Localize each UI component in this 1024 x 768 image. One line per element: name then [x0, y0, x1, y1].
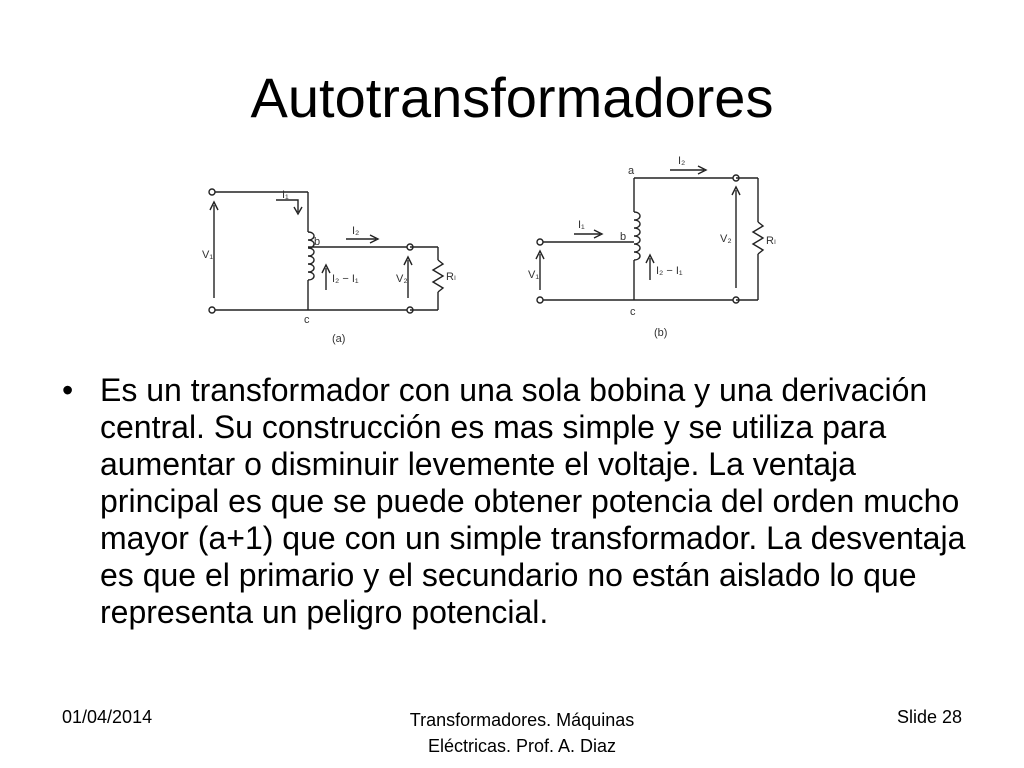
label-b-V1: V₁ — [528, 269, 540, 281]
footer-course-info — [322, 707, 722, 759]
label-a-I1: I₁ — [282, 189, 289, 201]
footer-slide-number: Slide 28 — [896, 707, 962, 727]
bullet-dot: • — [62, 372, 74, 408]
label-b-I1: I₁ — [578, 219, 585, 231]
caption-a: (a) — [332, 333, 346, 345]
footer-center-line2: Eléctricas. Prof. A. Diaz — [427, 736, 617, 756]
bullet-text: Es un transformador con una sola bobina y una derivación central. Su construcción es mas simple y se utiliza para aumentar o disminuir levemente el voltaje. La ventaja principal es que se puede obtener potencia del orden mucho mayor (a+1) que con un simple transformador. La desventaja es que el primario y el secundario no están aislado lo que representa un peligro potencial. — [100, 372, 966, 630]
label-b-I2: I₂ — [678, 155, 686, 167]
label-a-I2: I₂ — [352, 225, 360, 237]
label-a-RL: Rₗ — [446, 271, 456, 283]
label-a-V2: V₂ — [396, 273, 408, 285]
caption-b: (b) — [654, 327, 668, 339]
label-a-I2-minus-I1: I₂ − I₁ — [332, 273, 359, 285]
circuit-b-labels — [528, 155, 776, 339]
label-b-V2: V₂ — [720, 233, 732, 245]
label-b-RL: Rₗ — [766, 235, 776, 247]
circuit-diagram-svg — [180, 150, 800, 360]
slide-title: Autotransformadores — [250, 66, 774, 129]
circuit-a-labels — [202, 189, 456, 345]
label-b-b: b — [620, 231, 627, 243]
autotransformer-circuit-diagrams — [180, 150, 800, 360]
footer-center-line1: Transformadores. Máquinas — [409, 710, 635, 730]
label-b-I2-minus-I1: I₂ − I₁ — [656, 265, 683, 277]
label-a-b: b — [314, 236, 321, 248]
label-a-c: c — [304, 314, 310, 326]
slide-body — [62, 372, 982, 631]
label-b-a: a — [628, 165, 635, 177]
label-b-c: c — [630, 306, 636, 318]
bullet-item — [62, 372, 982, 631]
footer-date: 01/04/2014 — [62, 707, 153, 727]
label-a-V1: V₁ — [202, 249, 214, 261]
circuit-a — [209, 189, 443, 313]
